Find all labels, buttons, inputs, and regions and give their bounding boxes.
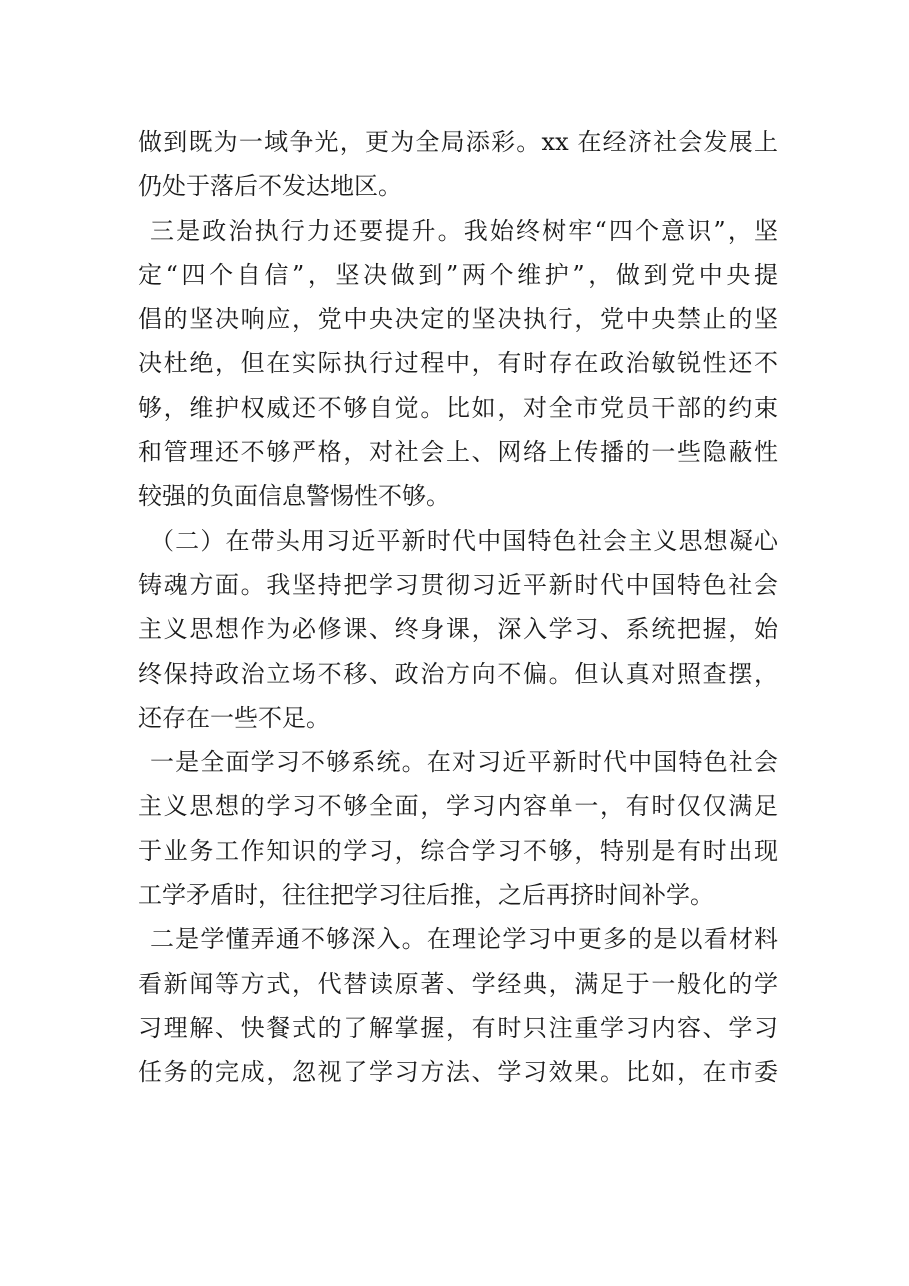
text-line: 决杜绝，但在实际执行过程中，有时存在政治敏锐性还不 [138, 349, 778, 378]
text-line: 较强的负面信息警惕性不够。 [138, 482, 450, 511]
document-body [138, 120, 778, 1095]
text-line: 主义思想作为必修课、终身课，深入学习、系统把握，始 [138, 615, 778, 644]
text-line: 够，维护权威还不够自觉。比如，对全市党员干部的约束 [138, 393, 778, 422]
text-line: 做到既为一域争光，更为全局添彩。xx 在经济社会发展上 [138, 128, 778, 156]
text-line: （二）在带头用习近平新时代中国特色社会主义思想凝心 [150, 526, 778, 555]
text-line: 任务的完成，忽视了学习方法、学习效果。比如，在市委 [138, 1058, 778, 1087]
text-line: 三是政治执行力还要提升。我始终树牢“四个意识”，坚 [150, 216, 778, 245]
text-line: 还存在一些不足。 [138, 703, 330, 732]
text-line: 铸魂方面。我坚持把学习贯彻习近平新时代中国特色社会 [138, 570, 778, 599]
text-line: 和管理还不够严格，对社会上、网络上传播的一些隐蔽性 [138, 438, 778, 467]
text-line: 倡的坚决响应，党中央决定的坚决执行，党中央禁止的坚 [138, 305, 778, 334]
text-line: 习理解、快餐式的了解掌握，有时只注重学习内容、学习 [138, 1013, 778, 1042]
text-line: 仍处于落后不发达地区。 [138, 172, 402, 201]
text-line: 一是全面学习不够系统。在对习近平新时代中国特色社会 [150, 748, 778, 777]
text-line: 于业务工作知识的学习，综合学习不够，特别是有时出现 [138, 836, 778, 865]
text-line: 二是学懂弄通不够深入。在理论学习中更多的是以看材料 [150, 925, 778, 954]
text-line: 看新闻等方式，代替读原著、学经典，满足于一般化的学 [138, 969, 778, 998]
text-line: 工学矛盾时，往往把学习往后推，之后再挤时间补学。 [138, 881, 714, 910]
text-line: 终保持政治立场不移、政治方向不偏。但认真对照查摆， [138, 659, 778, 688]
text-line: 定“四个自信”，坚决做到”两个维护”，做到党中央提 [138, 260, 778, 289]
text-line: 主义思想的学习不够全面，学习内容单一，有时仅仅满足 [138, 792, 778, 821]
